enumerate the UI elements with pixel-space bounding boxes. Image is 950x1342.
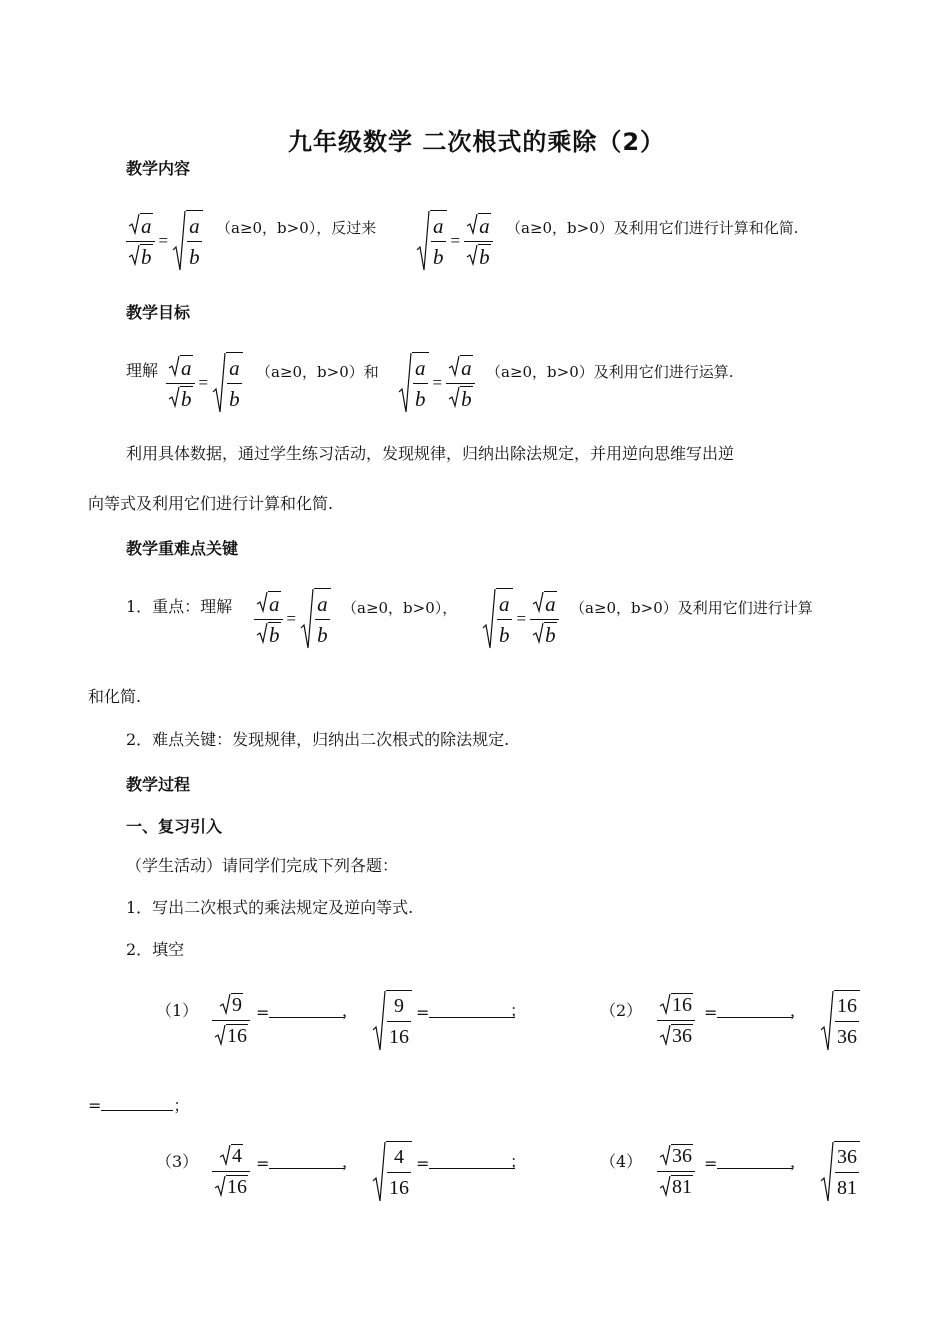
formula-sqrt-frac-reverse: $\frac{a}{b}$ = $\frac{a}{b}$ [416,210,493,272]
section-heading-review: 一、复习引入 [126,817,223,836]
separator-comma: ， [342,1001,359,1020]
answer-blank-2a[interactable]: = [704,1001,793,1023]
problem-2-right: $\frac{16}{36}$ [820,990,860,1052]
section-heading-goals: 教学目标 [126,303,191,322]
separator-semicolon: ； [510,1152,527,1171]
problem-label-2: （2） [600,1001,643,1020]
problem-4-right: $\frac{36}{81}$ [820,1141,860,1203]
goal-paragraph-line-2: 向等式及利用它们进行计算和化简. [88,494,334,513]
key-formula-1: $\frac{a}{b}$ = $\frac{a}{b}$ [254,588,331,650]
problem-1-right: $\frac{9}{16}$ [372,990,412,1052]
key-condition-2: （a≥0，b>0）及利用它们进行计算 [570,599,813,617]
problem-3-right: $\frac{4}{16}$ [372,1141,412,1203]
key-difficulty: 2．难点关键：发现规律，归纳出二次根式的除法规定. [126,730,510,749]
review-question-1: 1．写出二次根式的乘法规定及逆向等式. [126,898,414,917]
answer-blank-4a[interactable]: = [704,1152,793,1174]
review-activity: （学生活动）请同学们完成下列各题： [126,856,399,875]
problem-2-left: $\frac{16}{36}$ [657,990,695,1051]
key-condition-1: （a≥0，b>0）， [342,599,458,617]
answer-blank-1a[interactable]: = [256,1001,345,1023]
problem-3-left: $\frac{4}{16}$ [212,1141,250,1202]
goal-formula-2: $\frac{a}{b}$ = $\frac{a}{b}$ [398,352,475,414]
answer-blank-2b[interactable]: = ； [88,1096,190,1115]
problem-1-left: $\frac{9}{16}$ [212,990,250,1051]
formula-sqrt-a-over-sqrt-b: $\frac{a}{b}$ = $\frac{a}{b}$ [126,210,203,272]
section-heading-content: 教学内容 [126,159,191,178]
key-point-prefix: 1．重点：理解 [126,597,233,616]
answer-blank-1b[interactable]: = [416,1001,515,1023]
content-condition-2: （a≥0，b>0）及利用它们进行计算和化简. [506,219,799,237]
key-continuation: 和化简. [88,687,142,706]
key-formula-2: $\frac{a}{b}$ = $\frac{a}{b}$ [482,588,559,650]
answer-blank-3b[interactable]: = [416,1152,515,1174]
section-heading-process: 教学过程 [126,775,191,794]
goal-condition-1: （a≥0，b>0）和 [256,363,379,381]
section-heading-keys: 教学重难点关键 [126,539,239,558]
problem-label-1: （1） [156,1001,199,1020]
problem-label-3: （3） [156,1152,199,1171]
problem-label-4: （4） [600,1152,643,1171]
separator-comma: ， [342,1152,359,1171]
goal-formula-1: $\frac{a}{b}$ = $\frac{a}{b}$ [166,352,243,414]
review-question-2: 2．填空 [126,940,185,959]
answer-blank-3a[interactable]: = [256,1152,345,1174]
page-title: 九年级数学 二次根式的乘除（2） [288,128,666,156]
problem-4-left: $\frac{36}{81}$ [657,1141,695,1202]
separator-comma: ， [790,1152,807,1171]
content-condition-1: （a≥0，b>0），反过来 [216,219,377,237]
goal-paragraph-line-1: 利用具体数据，通过学生练习活动，发现规律，归纳出除法规定，并用逆向思维写出逆 [126,444,735,463]
goal-prefix: 理解 [126,361,159,380]
separator-comma: ， [790,1001,807,1020]
goal-condition-2: （a≥0，b>0）及利用它们进行运算. [486,363,734,381]
separator-semicolon: ； [510,1001,527,1020]
